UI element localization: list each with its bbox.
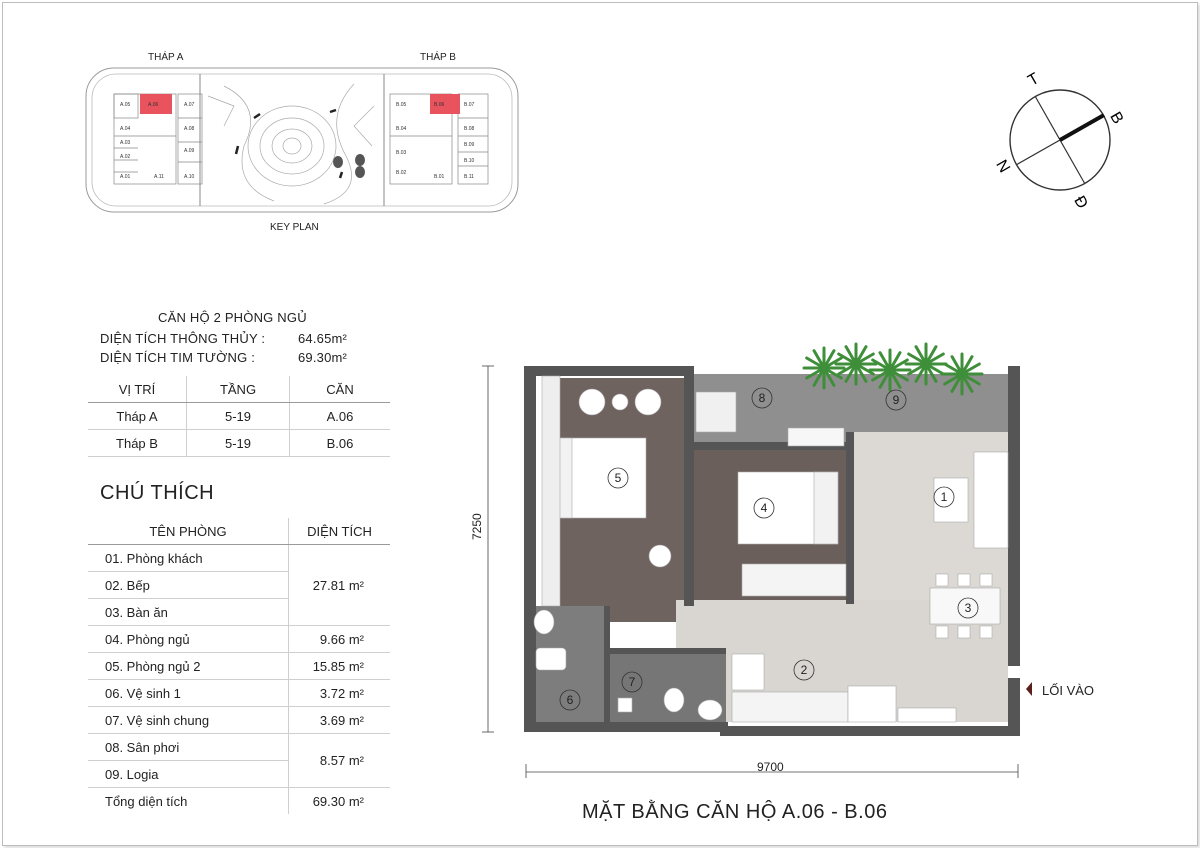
- key-plan-unit-label: B.04: [396, 126, 407, 132]
- legend-header-name: TÊN PHÒNG: [88, 518, 289, 545]
- table-row: 09. Logia: [88, 761, 390, 788]
- floor-plan: [470, 352, 1060, 782]
- position-table: [88, 376, 390, 457]
- plan-title: MẶT BẰNG CĂN HỘ A.06 - B.06: [582, 801, 888, 823]
- key-plan-unit-label: B.10: [464, 158, 475, 164]
- net-area-label: DIỆN TÍCH THÔNG THỦY :: [100, 331, 266, 346]
- key-plan-unit-label: B.05: [396, 102, 407, 108]
- table-row: 01. Phòng khách 27.81 m²: [88, 545, 390, 572]
- room-number: 9: [892, 393, 900, 407]
- key-plan-unit-label: B.07: [464, 102, 475, 108]
- compass-south: N: [992, 157, 1013, 176]
- key-plan-unit-label: B.09: [464, 142, 475, 148]
- key-plan-caption: KEY PLAN: [270, 222, 319, 233]
- room-number: 2: [800, 663, 808, 677]
- room-number: 8: [758, 391, 766, 405]
- tower-b-label: THÁP B: [420, 52, 456, 63]
- room-number: 4: [760, 501, 768, 515]
- key-plan-unit-label: A.02: [120, 154, 131, 160]
- table-row: Tháp A 5-19 A.06: [88, 403, 390, 430]
- key-plan-unit-label: A.08: [184, 126, 195, 132]
- key-plan-unit-label: A.09: [184, 148, 195, 154]
- pos-header-unit: CĂN: [290, 376, 391, 403]
- apartment-type: CĂN HỘ 2 PHÒNG NGỦ: [158, 310, 307, 325]
- table-row: Tổng diện tích 69.30 m²: [88, 788, 390, 815]
- table-row: 06. Vệ sinh 1 3.72 m²: [88, 680, 390, 707]
- key-plan-unit-label: A.03: [120, 140, 131, 146]
- legend-table: [88, 518, 390, 814]
- compass: [992, 60, 1150, 220]
- key-plan-unit-label: A.05: [120, 102, 131, 108]
- key-plan-unit-label: A.06: [148, 102, 159, 108]
- room-number: 5: [614, 471, 622, 485]
- key-plan-unit-label: B.02: [396, 170, 407, 176]
- entry-arrow-icon: [1026, 682, 1032, 696]
- room-number: 1: [940, 490, 948, 504]
- compass-north: B: [1106, 109, 1127, 128]
- room-number: 6: [566, 693, 574, 707]
- room-number: 3: [964, 601, 972, 615]
- compass-west: T: [1025, 70, 1043, 90]
- key-plan-unit-label: A.07: [184, 102, 195, 108]
- table-row: 07. Vệ sinh chung 3.69 m²: [88, 707, 390, 734]
- key-plan-unit-label: A.04: [120, 126, 131, 132]
- dim-height: 7250: [470, 513, 484, 540]
- legend-title: CHÚ THÍCH: [100, 482, 215, 504]
- table-row: 08. Sân phơi 8.57 m²: [88, 734, 390, 761]
- key-plan-unit-label: B.08: [464, 126, 475, 132]
- table-row: 04. Phòng ngủ 9.66 m²: [88, 626, 390, 653]
- gross-area-value: 69.30m²: [298, 350, 348, 365]
- net-area-value: 64.65m²: [298, 331, 348, 346]
- key-plan-unit-label: B.01: [434, 174, 445, 180]
- pos-header-floor: TẦNG: [187, 376, 290, 403]
- key-plan-unit-label: A.10: [184, 174, 195, 180]
- legend-header-area: DIỆN TÍCH: [289, 518, 391, 545]
- compass-east: Đ: [1070, 193, 1091, 212]
- table-row: Tháp B 5-19 B.06: [88, 430, 390, 457]
- dim-width: 9700: [757, 760, 784, 774]
- room-number: 7: [628, 675, 636, 689]
- pos-header-location: VỊ TRÍ: [88, 376, 187, 403]
- tower-a-label: THÁP A: [148, 52, 184, 63]
- entry-label: LỐI VÀO: [1042, 683, 1095, 698]
- key-plan-unit-label: B.11: [464, 174, 474, 180]
- key-plan-unit-label: B.03: [396, 150, 407, 156]
- north-needle: [1060, 115, 1104, 140]
- key-plan-unit-label: A.01: [120, 174, 131, 180]
- table-row: 05. Phòng ngủ 2 15.85 m²: [88, 653, 390, 680]
- key-plan-unit-label: B.06: [434, 102, 445, 108]
- table-row: 02. Bếp: [88, 572, 390, 599]
- key-plan-unit-label: A.11: [154, 174, 164, 180]
- key-plan-drawing: [84, 66, 520, 214]
- gross-area-label: DIỆN TÍCH TIM TƯỜNG :: [100, 350, 256, 365]
- table-row: 03. Bàn ăn: [88, 599, 390, 626]
